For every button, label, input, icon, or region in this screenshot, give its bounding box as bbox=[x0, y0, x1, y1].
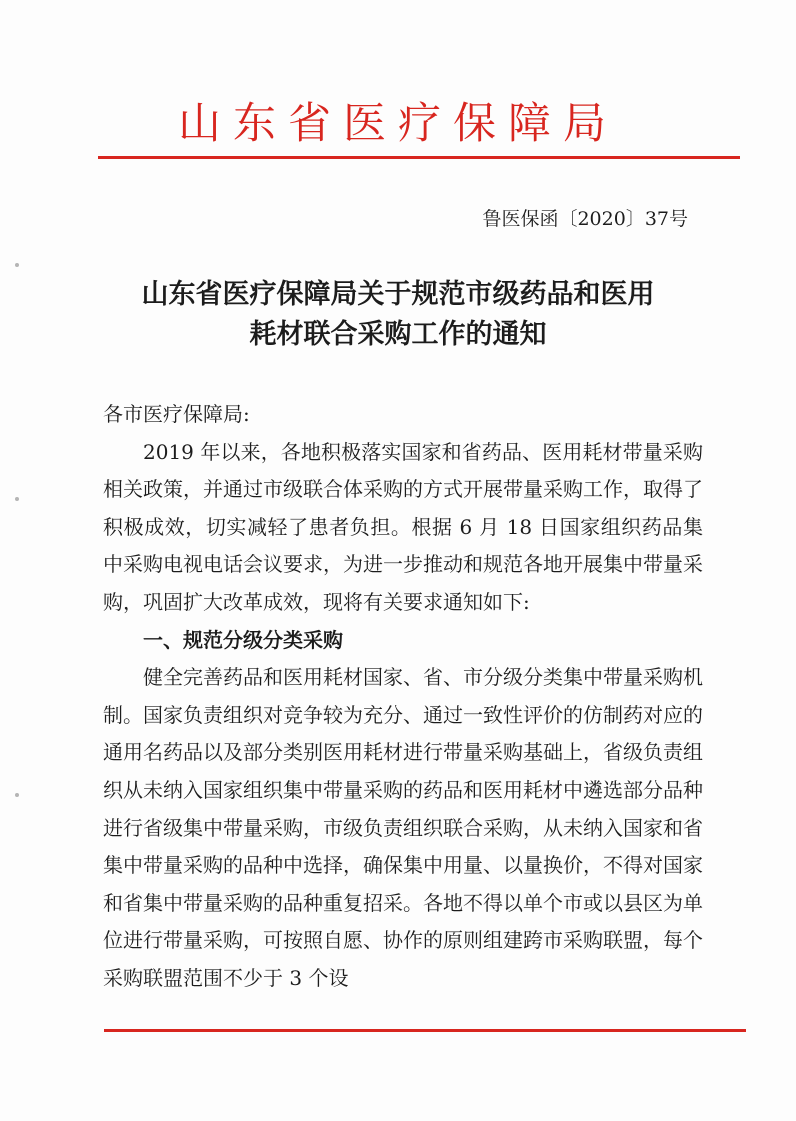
document-title-line-2: 耗材联合采购工作的通知 bbox=[249, 319, 547, 350]
scan-mark bbox=[15, 793, 19, 797]
body-paragraph: 2019 年以来，各地积极落实国家和省药品、医用耗材带量采购相关政策，并通过市级联合体采购的方式开展带量采购工作，取得了积极成效，切实减轻了患者负担。根据 6 月 18 日国家组织药品集中采购电视电话会议要求，为进一步推动和规范各地开展集中带量采购，巩固扩大改革成效，现将有关要求通知如下: bbox=[103, 439, 703, 614]
section-heading: 一、规范分级分类采购 bbox=[143, 627, 343, 652]
document-number: 鲁医保函〔2020〕37号 bbox=[482, 208, 688, 230]
document-title-line-1: 山东省医疗保障局关于规范市级药品和医用 bbox=[141, 279, 655, 310]
salutation: 各市医疗保障局: bbox=[103, 402, 250, 426]
body-paragraph: 健全完善药品和医用耗材国家、省、市分级分类集中带量采购机制。国家负责组织对竞争较为充分、通过一致性评价的仿制药对应的通用名药品以及部分类别医用耗材进行带量采购基础上，省级负责组织从未纳入国家组织集中带量采购的药品和医用耗材中遴选部分品种进行省级集中带量采购，市级负责组织联合采购，从未纳入国家和省集中带量采购的品种中选择，确保集中用量、以量换价，不得对国家和省集中带量采购的品种重复招采。各地不得以单个市或以县区为单位进行带量采购，可按照自愿、协作的原则组建跨市采购联盟，每个采购联盟范围不少于 3 个设 bbox=[103, 665, 703, 990]
scan-mark bbox=[15, 497, 19, 501]
scan-mark bbox=[15, 263, 19, 267]
document-title bbox=[0, 275, 796, 355]
document-body bbox=[103, 396, 703, 998]
footer-red-rule bbox=[104, 1029, 746, 1032]
issuer-header: 山东省医疗保障局 bbox=[178, 99, 618, 149]
header-red-rule bbox=[98, 156, 740, 159]
